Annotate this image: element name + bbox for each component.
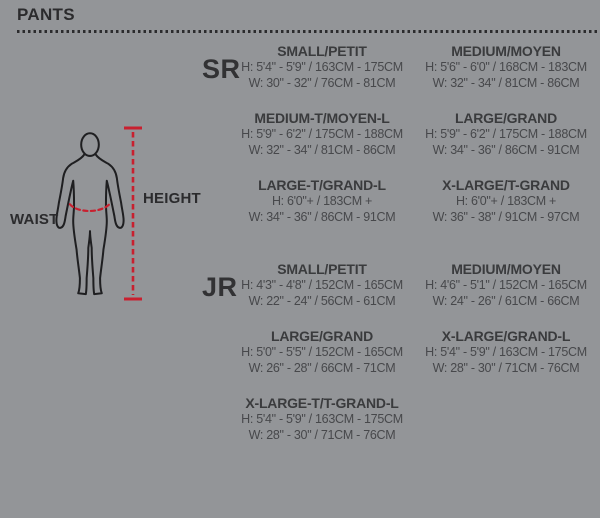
size-group-jr [202,260,598,443]
size-height-range: H: 5'0" - 5'5" / 152CM - 165CM [241,345,403,359]
size-waist-range: W: 26" - 28" / 66CM - 71CM [248,360,396,375]
size-name: MEDIUM-T/MOYEN-L [254,110,390,126]
size-name: SMALL/PETIT [277,43,367,59]
size-cell [230,176,414,225]
size-waist-range: W: 22" - 24" / 56CM - 61CM [248,293,396,308]
size-cell [414,42,598,91]
size-cell [230,260,414,309]
size-group-sr [202,42,598,225]
size-height-range: H: 6'0"+ / 183CM + [455,194,557,208]
size-waist-range: W: 32" - 34" / 81CM - 86CM [432,75,580,90]
size-cell [414,176,598,225]
height-measure-line [120,124,150,304]
size-height-range: H: 5'9" - 6'2" / 175CM - 188CM [425,127,587,141]
waist-measure-arc [70,203,111,211]
size-waist-range: W: 28" - 30" / 71CM - 76CM [432,360,580,375]
size-waist-range: W: 24" - 26" / 61CM - 66CM [432,293,580,308]
size-name: X-LARGE/GRAND-L [441,328,571,344]
group-label-sr: SR [202,54,241,84]
size-cell [230,327,414,376]
group-label-jr: JR [202,272,238,302]
page-title: PANTS [17,5,75,24]
size-name: MEDIUM/MOYEN [451,261,561,277]
size-name: LARGE/GRAND [454,110,558,126]
size-height-range: H: 4'3" - 4'8" / 152CM - 165CM [241,278,403,292]
size-waist-range: W: 28" - 30" / 71CM - 76CM [248,427,396,442]
body-outline [56,155,123,294]
size-cell [414,260,598,309]
size-waist-range: W: 34" - 36" / 86CM - 91CM [248,209,396,224]
size-height-range: H: 5'4" - 5'9" / 163CM - 175CM [241,412,403,426]
size-name: X-LARGE/T-GRAND [442,177,570,193]
size-height-range: H: 5'4" - 5'9" / 163CM - 175CM [425,345,587,359]
waist-label: WAIST [10,211,59,228]
size-cell [414,109,598,158]
size-name: MEDIUM/MOYEN [451,43,561,59]
size-height-range: H: 5'6" - 6'0" / 168CM - 183CM [425,60,587,74]
size-cell [230,394,414,443]
size-waist-range: W: 30" - 32" / 76CM - 81CM [248,75,396,90]
size-name: SMALL/PETIT [277,261,367,277]
size-waist-range: W: 36" - 38" / 91CM - 97CM [432,209,580,224]
size-cell [230,42,414,91]
measurement-figure [0,60,200,260]
dotted-divider [17,30,600,33]
size-cell [414,327,598,376]
size-name: LARGE-T/GRAND-L [258,177,386,193]
size-waist-range: W: 34" - 36" / 86CM - 91CM [432,142,580,157]
size-name: LARGE/GRAND [270,328,374,344]
size-waist-range: W: 32" - 34" / 81CM - 86CM [248,142,396,157]
size-name: X-LARGE-T/T-GRAND-L [245,395,399,411]
height-label: HEIGHT [143,190,201,207]
size-height-range: H: 5'4" - 5'9" / 163CM - 175CM [241,60,403,74]
size-height-range: H: 4'6" - 5'1" / 152CM - 165CM [425,278,587,292]
size-cell [230,109,414,158]
size-height-range: H: 6'0"+ / 183CM + [271,194,373,208]
size-height-range: H: 5'9" - 6'2" / 175CM - 188CM [241,127,403,141]
